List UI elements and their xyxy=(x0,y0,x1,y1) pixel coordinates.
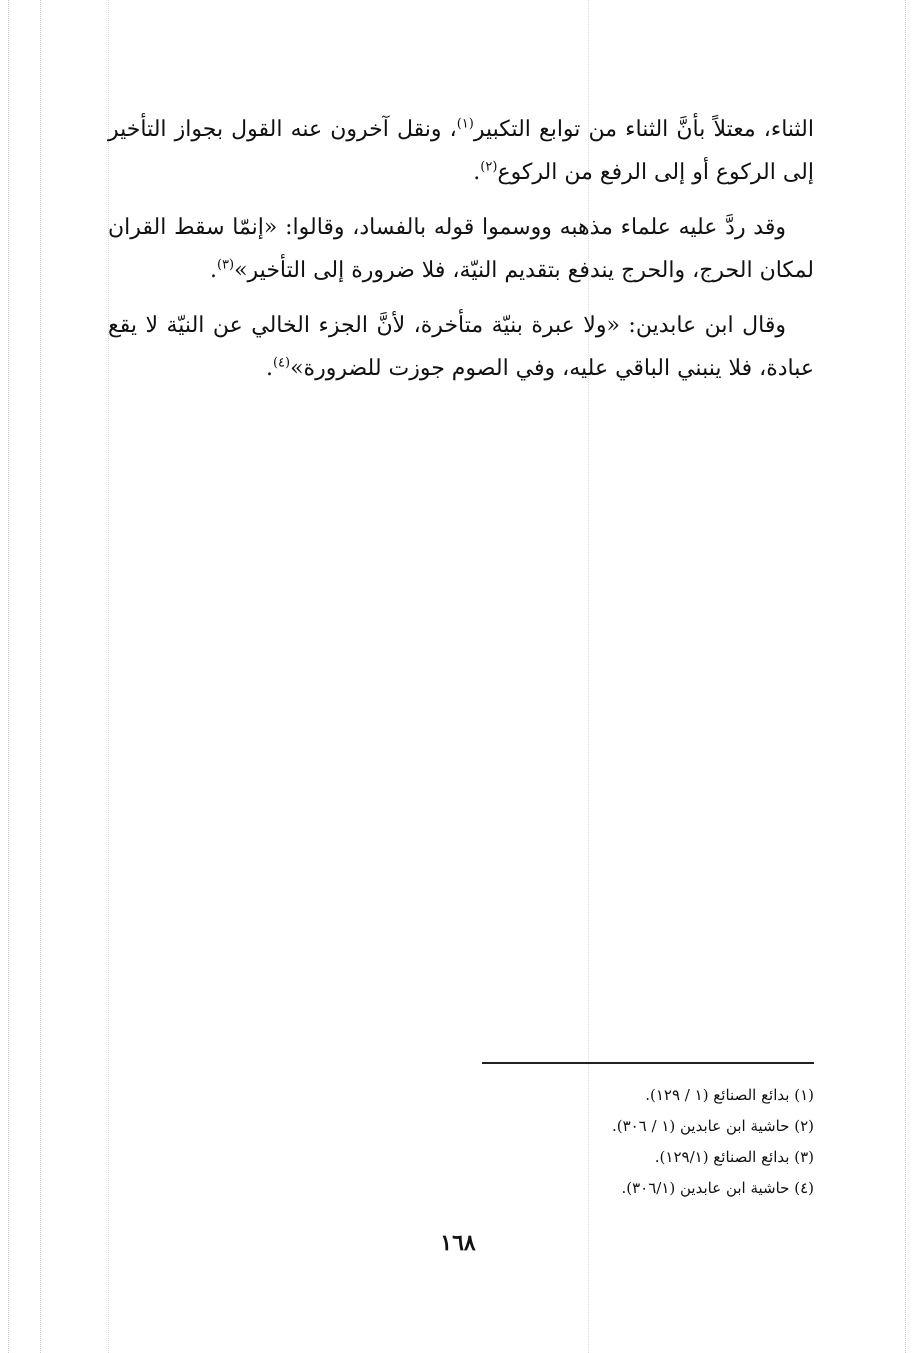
paragraph-text: . xyxy=(209,258,217,283)
footnotes xyxy=(482,1080,814,1204)
footnote-separator xyxy=(482,1062,814,1064)
scan-guide-line xyxy=(905,0,906,1353)
main-text xyxy=(108,108,814,402)
footnote-ref-1: (١) xyxy=(456,116,474,132)
footnote-ref-2: (٢) xyxy=(480,159,498,175)
footnote-ref-4: (٤) xyxy=(272,355,291,371)
footnote-ref-3: (٣) xyxy=(216,257,235,273)
page-number: ١٦٨ xyxy=(440,1230,476,1256)
paragraph-1 xyxy=(108,108,814,194)
scan-guide-line xyxy=(40,0,41,1353)
footnote-4: (٤) حاشية ابن عابدين (٣٠٦/١). xyxy=(621,1179,814,1197)
footnote-1: (١) بدائع الصنائع (١ / ١٢٩). xyxy=(645,1086,814,1104)
paragraph-text: ، ونقل آخرون عنه القول بجواز التأخير إلى الركوع أو إلى الرفع من الركوع xyxy=(108,117,814,185)
paragraph-text: وقال ابن عابدين: «ولا عبرة بنيّة متأخرة، لأنَّ الجزء الخالي عن النيّة لا يقع عبادة، فلا ينبني الباقي عليه، وفي الصوم جوزت للضرورة» xyxy=(108,313,814,381)
paragraph-text: وقد ردَّ عليه علماء مذهبه ووسموا قوله بالفساد، وقالوا: «إنمّا سقط القران لمكان الحرج، والحرج يندفع بتقديم النيّة، فلا ضرورة إلى التأخير» xyxy=(108,215,814,283)
paragraph-text: الثناء، معتلاً بأنَّ الثناء من توابع التكبير xyxy=(473,117,814,142)
paragraph-text: . xyxy=(265,356,273,381)
paragraph-text: . xyxy=(473,160,481,185)
footnote-2: (٢) حاشية ابن عابدين (١ / ٣٠٦). xyxy=(611,1117,814,1135)
footnote-3: (٣) بدائع الصنائع (١٢٩/١). xyxy=(654,1148,814,1166)
paragraph-3 xyxy=(108,304,814,390)
scan-guide-line xyxy=(8,0,9,1353)
paragraph-2 xyxy=(108,206,814,292)
